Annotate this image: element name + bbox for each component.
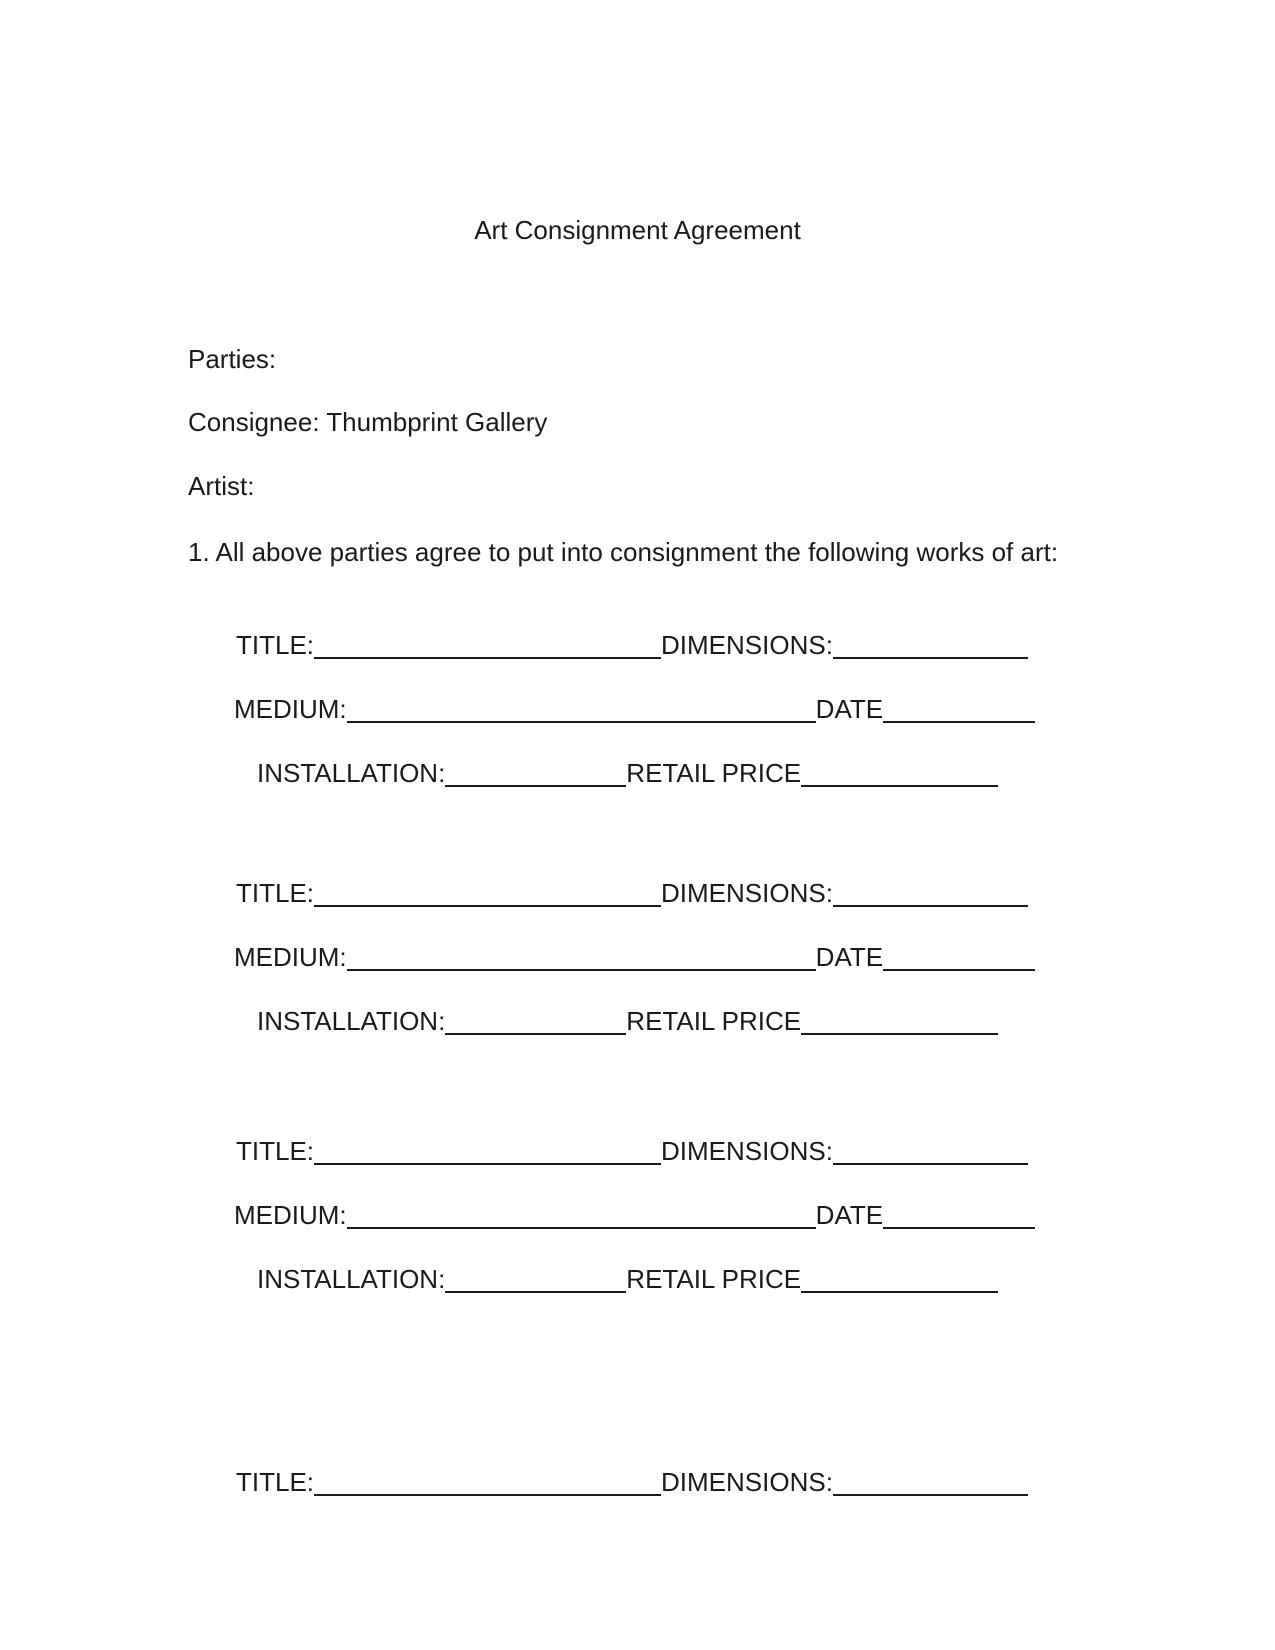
- artist-label: Artist:: [188, 471, 255, 501]
- parties-label: Parties:: [188, 344, 277, 374]
- artwork-3-medium-row: [234, 1198, 1035, 1232]
- date-label: DATE: [815, 694, 884, 724]
- artwork-3-title-row: [236, 1134, 1028, 1168]
- artwork-2-medium-row: [234, 940, 1035, 974]
- consignment-clause: 1. All above parties agree to put into consignment the following works of art:: [188, 537, 1059, 567]
- title-label: TITLE:: [236, 1467, 315, 1497]
- dimensions-blank[interactable]: [833, 1131, 1028, 1165]
- date-blank[interactable]: [883, 937, 1035, 971]
- retail-price-label: RETAIL PRICE: [626, 758, 802, 788]
- medium-label: MEDIUM:: [234, 694, 347, 724]
- dimensions-label: DIMENSIONS:: [661, 1136, 833, 1166]
- medium-blank[interactable]: [347, 689, 816, 723]
- retail-price-blank[interactable]: [801, 1259, 998, 1293]
- title-blank[interactable]: [314, 1131, 661, 1165]
- medium-blank[interactable]: [347, 1195, 816, 1229]
- document-title: Art Consignment Agreement: [474, 215, 801, 245]
- dimensions-label: DIMENSIONS:: [661, 878, 833, 908]
- date-label: DATE: [815, 942, 884, 972]
- medium-label: MEDIUM:: [234, 1200, 347, 1230]
- artwork-1-medium-row: [234, 692, 1035, 726]
- retail-price-label: RETAIL PRICE: [626, 1264, 802, 1294]
- artwork-1-installation-row: [257, 756, 998, 790]
- dimensions-label: DIMENSIONS:: [661, 630, 833, 660]
- artwork-2-installation-row: [257, 1004, 998, 1038]
- title-blank[interactable]: [314, 1462, 661, 1496]
- title-label: TITLE:: [236, 630, 315, 660]
- installation-blank[interactable]: [445, 753, 626, 787]
- retail-price-label: RETAIL PRICE: [626, 1006, 802, 1036]
- installation-blank[interactable]: [445, 1001, 626, 1035]
- dimensions-blank[interactable]: [833, 873, 1028, 907]
- title-blank[interactable]: [314, 873, 661, 907]
- artwork-3-installation-row: [257, 1262, 998, 1296]
- date-blank[interactable]: [883, 1195, 1035, 1229]
- dimensions-label: DIMENSIONS:: [661, 1467, 833, 1497]
- title-label: TITLE:: [236, 1136, 315, 1166]
- title-blank[interactable]: [314, 625, 661, 659]
- dimensions-blank[interactable]: [833, 1462, 1028, 1496]
- artwork-2-title-row: [236, 876, 1028, 910]
- artwork-1-title-row: [236, 628, 1028, 662]
- retail-price-blank[interactable]: [801, 753, 998, 787]
- consignee-line: Consignee: Thumbprint Gallery: [188, 407, 548, 437]
- date-blank[interactable]: [883, 689, 1035, 723]
- medium-blank[interactable]: [347, 937, 816, 971]
- installation-label: INSTALLATION:: [257, 1006, 446, 1036]
- dimensions-blank[interactable]: [833, 625, 1028, 659]
- date-label: DATE: [815, 1200, 884, 1230]
- title-label: TITLE:: [236, 878, 315, 908]
- retail-price-blank[interactable]: [801, 1001, 998, 1035]
- artwork-4-title-row: [236, 1465, 1028, 1499]
- installation-blank[interactable]: [445, 1259, 626, 1293]
- installation-label: INSTALLATION:: [257, 1264, 446, 1294]
- medium-label: MEDIUM:: [234, 942, 347, 972]
- installation-label: INSTALLATION:: [257, 758, 446, 788]
